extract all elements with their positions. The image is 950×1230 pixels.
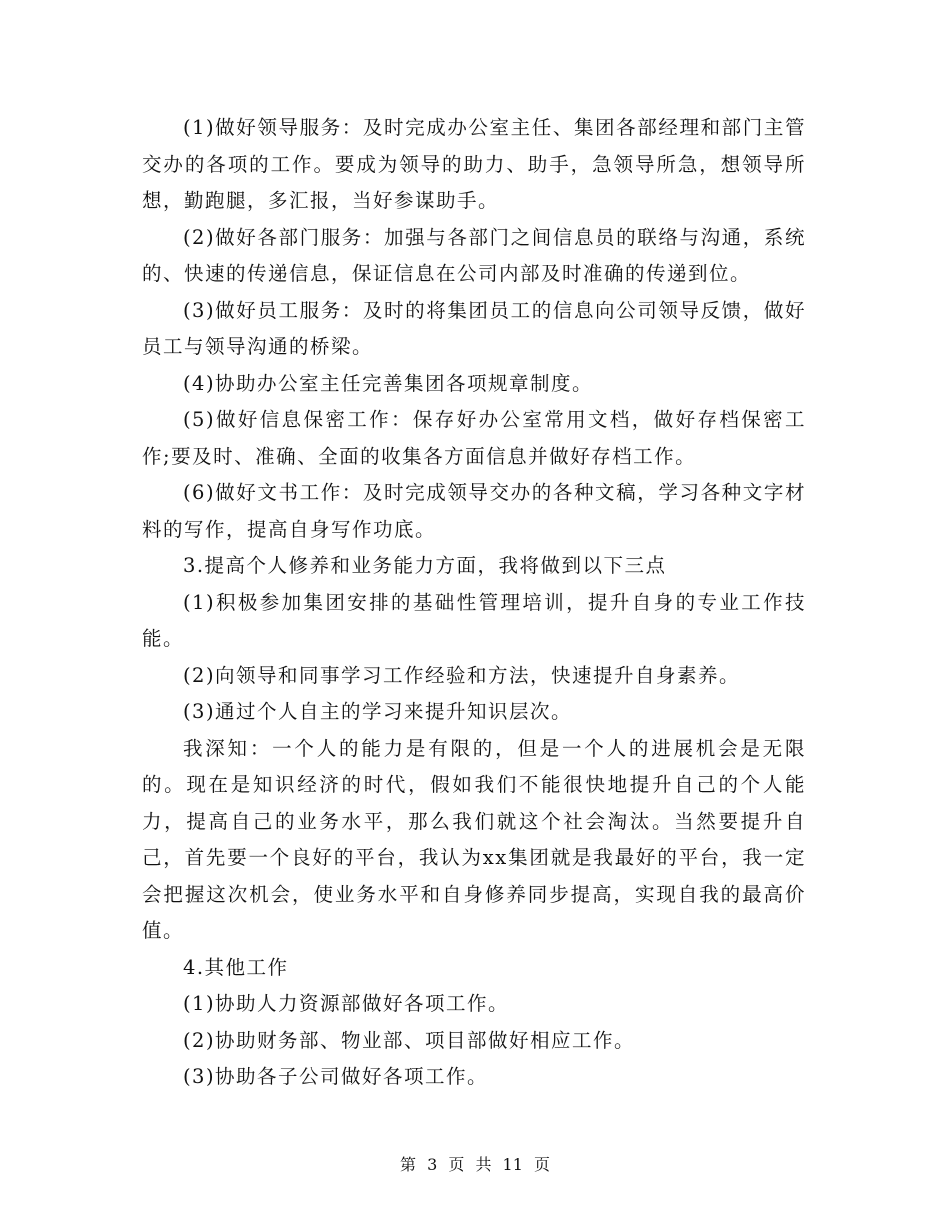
paragraph-self-study: (3)通过个人自主的学习来提升知识层次。: [182, 700, 573, 723]
paragraph-training: (1)积极参加集团安排的基础性管理培训，提升自身的专业工作技能。: [142, 590, 806, 650]
paragraph-clerical-work: (6)做好文书工作：及时完成领导交办的各种文稿，学习各种文字材料的写作，提高自身写作功底。: [142, 481, 806, 541]
paragraph-rules-assist: (4)协助办公室主任完善集团各项规章制度。: [182, 371, 594, 395]
paragraph-leader-service: (1)做好领导服务：及时完成办公室主任、集团各部经理和部门主管交办的各项的工作。要成为领导的助力、助手，急领导所急，想领导所想，勤跑腿，多汇报，当好参谋助手。: [142, 116, 806, 212]
document-body: [142, 110, 806, 1096]
paragraph-subsidiary-assist: (3)协助各子公司做好各项工作。: [182, 1065, 489, 1088]
section-heading-other-work: 4.其他工作: [182, 955, 289, 979]
paragraph-learn-from-colleagues: (2)向领导和同事学习工作经验和方法，快速提升自身素养。: [182, 663, 741, 687]
page-number-footer: 第 3 页 共 11 页: [400, 1155, 550, 1174]
paragraph-hr-assist: (1)协助人力资源部做好各项工作。: [182, 992, 510, 1015]
paragraph-employee-service: (3)做好员工服务：及时的将集团员工的信息向公司领导反馈，做好员工与领导沟通的桥梁。: [142, 298, 806, 358]
paragraph-department-service: (2)做好各部门服务：加强与各部门之间信息员的联络与沟通，系统的、快速的传递信息，保证信息在公司内部及时准确的传递到位。: [142, 225, 806, 285]
paragraph-finance-assist: (2)协助财务部、物业部、项目部做好相应工作。: [182, 1028, 636, 1052]
paragraph-confidentiality: (5)做好信息保密工作：保存好办公室常用文档，做好存档保密工作;要及时、准确、全面的收集各方面信息并做好存档工作。: [142, 408, 806, 468]
paragraph-reflection: 我深知：一个人的能力是有限的，但是一个人的进展机会是无限的。现在是知识经济的时代，假如我们不能很快地提升自己的个人能力，提高自己的业务水平，那么我们就这个社会淘汰。当然要提升自己，首先要一个良好的平台，我认为xx集团就是我最好的平台，我一定会把握这次机会，使业务水平和自身修养同步提高，实现自我的最高价值。: [142, 736, 806, 942]
section-heading-self-improvement: 3.提高个人修养和业务能力方面，我将做到以下三点: [182, 554, 667, 577]
